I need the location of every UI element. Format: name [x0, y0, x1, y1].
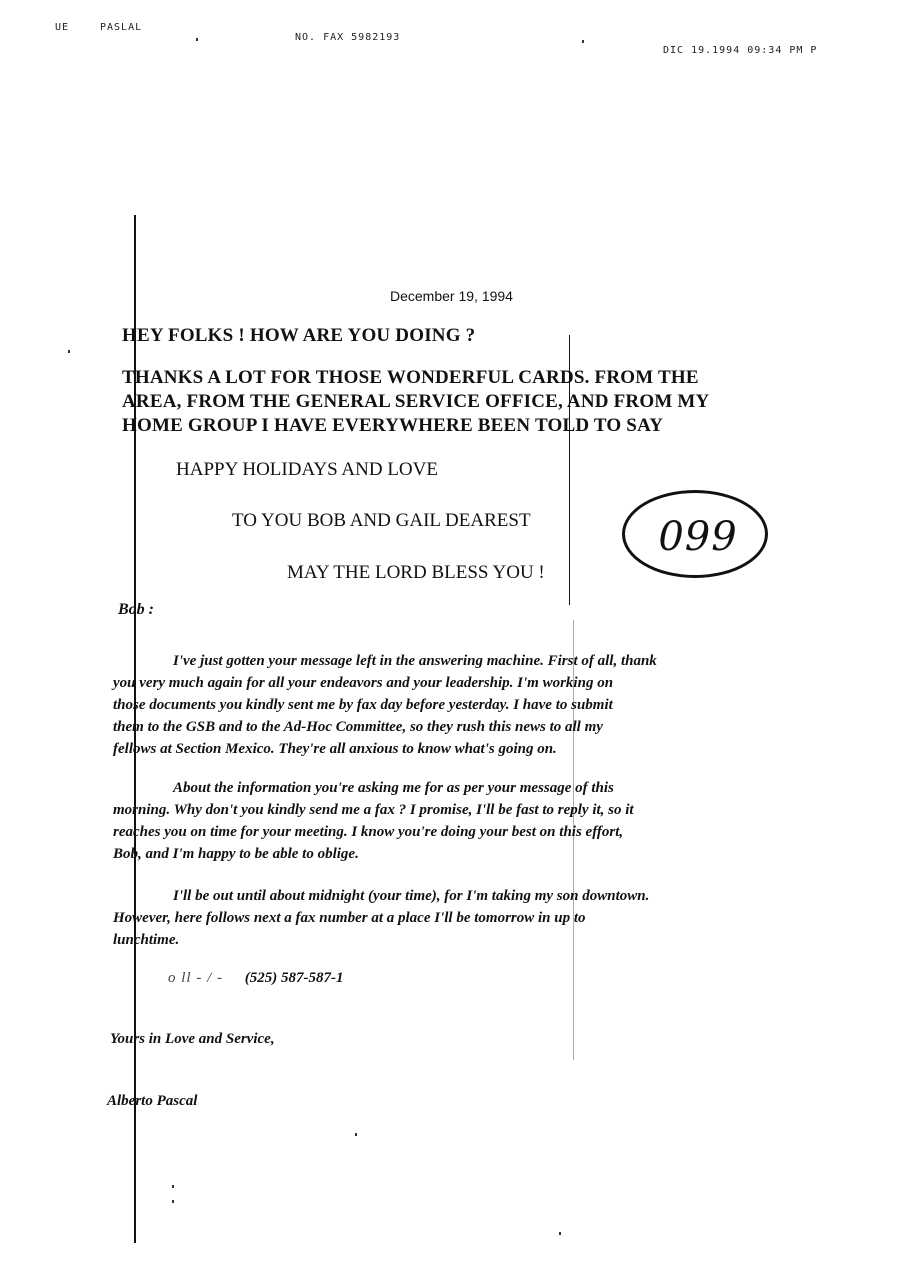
stamp-number: 099: [658, 514, 738, 560]
paragraph-line: About the information you're asking me for as per your message of this: [173, 780, 614, 796]
fax-speck: [172, 1200, 174, 1203]
body-paragraph-1: [113, 650, 657, 760]
thanks-line: THANKS A LOT FOR THOSE WONDERFUL CARDS. FROM THE: [122, 367, 699, 388]
paragraph-line: lunchtime.: [113, 932, 180, 948]
fax-speck: [68, 350, 70, 353]
fax-header-timestamp: DIC 19.1994 09:34 PM P: [663, 45, 818, 56]
salutation: Bob :: [118, 601, 154, 618]
fax-speck: [355, 1133, 357, 1136]
paragraph-line: Bob, and I'm happy to be able to oblige.: [113, 846, 359, 862]
fax-number: (525) 587-587-1: [244, 970, 344, 986]
paragraph-line: I've just gotten your message left in the answering machine. First of all, thank: [173, 653, 657, 669]
fax-header-sender: PASLAL: [100, 22, 143, 33]
paragraph-line: However, here follows next a fax number at a place I'll be tomorrow in up to: [113, 910, 586, 926]
fax-speck: [172, 1185, 174, 1188]
fax-header-code: UE: [55, 22, 70, 33]
paragraph-line: them to the GSB and to the Ad-Hoc Committee, so they rush this news to all my: [113, 719, 603, 735]
paragraph-line: fellows at Section Mexico. They're all anxious to know what's going on.: [113, 741, 557, 757]
fax-number-prefix: o ll - / -: [168, 970, 223, 986]
fax-speck: [559, 1232, 561, 1235]
paragraph-line: morning. Why don't you kindly send me a fax ? I promise, I'll be fast to reply it, so it: [113, 802, 634, 818]
closing: Yours in Love and Service,: [110, 1031, 275, 1047]
holiday-line: MAY THE LORD BLESS YOU !: [287, 562, 545, 583]
page-number-stamp: [622, 490, 768, 578]
letter-greeting: HEY FOLKS ! HOW ARE YOU DOING ?: [122, 325, 476, 346]
body-paragraph-3: [113, 885, 649, 951]
holiday-line: TO YOU BOB AND GAIL DEAREST: [232, 510, 531, 531]
paragraph-line: I'll be out until about midnight (your time), for I'm taking my son downtown.: [173, 888, 650, 904]
thanks-line: HOME GROUP I HAVE EVERYWHERE BEEN TOLD TO SAY: [122, 415, 664, 436]
paragraph-line: those documents you kindly sent me by fax day before yesterday. I have to submit: [113, 697, 613, 713]
letter-date: December 19, 1994: [390, 288, 513, 304]
fax-speck: [196, 38, 198, 41]
body-paragraph-2: [113, 777, 634, 865]
fax-header-number: NO. FAX 5982193: [295, 32, 401, 43]
signature: Alberto Pascal: [107, 1093, 198, 1109]
paragraph-line: reaches you on time for your meeting. I know you're doing your best on this effort,: [113, 824, 624, 840]
fax-number-line: [168, 970, 343, 987]
thanks-paragraph: [122, 366, 802, 438]
holiday-line: HAPPY HOLIDAYS AND LOVE: [176, 459, 438, 480]
fax-speck: [582, 40, 584, 43]
thanks-line: AREA, FROM THE GENERAL SERVICE OFFICE, AND FROM MY: [122, 391, 710, 412]
paragraph-line: you very much again for all your endeavors and your leadership. I'm working on: [113, 675, 614, 691]
